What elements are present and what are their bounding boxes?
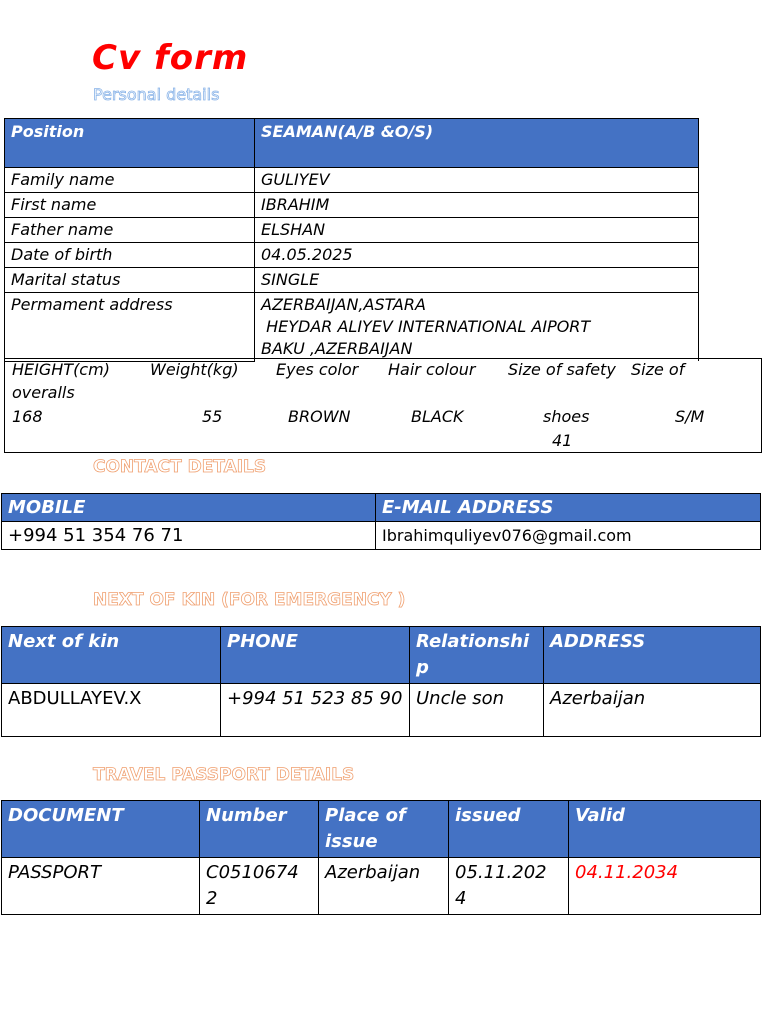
section-title-travel: TRAVEL PASSPORT DETAILS xyxy=(93,765,355,785)
field-label: Marital status xyxy=(5,268,255,293)
safety-label: Size of safety xyxy=(508,360,616,379)
address-line: HEYDAR ALIYEV INTERNATIONAL AIPORT xyxy=(261,317,591,336)
field-value: 04.05.2025 xyxy=(255,243,699,268)
position-value: SEAMAN(A/B &O/S) xyxy=(255,119,699,168)
table-row xyxy=(5,243,699,268)
field-value: ELSHAN xyxy=(255,218,699,243)
mobile-value: +994 51 354 76 71 xyxy=(2,522,376,550)
address-line: BAKU ,AZERBAIJAN xyxy=(261,339,413,358)
position-row xyxy=(5,119,699,168)
address-line: AZERBAIJAN,ASTARA xyxy=(261,295,426,314)
table-header-row xyxy=(2,627,761,684)
size-of-label: Size of xyxy=(631,360,685,379)
kin-phone: +994 51 523 85 90 xyxy=(221,684,410,737)
issued-header: issued xyxy=(449,801,569,858)
place-of-issue-header: Place of issue xyxy=(319,801,449,858)
contact-details-table xyxy=(1,493,761,550)
next-of-kin-table xyxy=(1,626,761,737)
table-row xyxy=(5,168,699,193)
weight-label: Weight(kg) xyxy=(150,360,239,379)
field-label: First name xyxy=(5,193,255,218)
table-row xyxy=(5,218,699,243)
eyes-value: BROWN xyxy=(288,407,351,426)
height-value: 168 xyxy=(12,407,43,426)
issued-value: 05.11.202 4 xyxy=(449,858,569,915)
address-row xyxy=(5,293,699,362)
field-label: Date of birth xyxy=(5,243,255,268)
table-header-row xyxy=(2,801,761,858)
table-row xyxy=(2,522,761,550)
personal-details-table xyxy=(4,118,699,362)
table-row xyxy=(5,193,699,218)
page-title: Cv form xyxy=(92,38,249,78)
kin-name-header: Next of kin xyxy=(2,627,221,684)
number-header: Number xyxy=(200,801,319,858)
hair-value: BLACK xyxy=(411,407,464,426)
overalls-label: overalls xyxy=(12,383,75,402)
email-value: Ibrahimquliyev076@gmail.com xyxy=(376,522,761,550)
kin-address: Azerbaijan xyxy=(544,684,761,737)
shoes-value: 41 xyxy=(552,431,573,450)
kin-phone-header: PHONE xyxy=(221,627,410,684)
kin-relationship: Uncle son xyxy=(410,684,544,737)
hair-label: Hair colour xyxy=(388,360,476,379)
email-header: E-MAIL ADDRESS xyxy=(376,494,761,522)
document-header: DOCUMENT xyxy=(2,801,200,858)
document-value: PASSPORT xyxy=(2,858,200,915)
eyes-label: Eyes color xyxy=(276,360,359,379)
valid-value: 04.11.2034 xyxy=(569,858,761,915)
field-value: GULIYEV xyxy=(255,168,699,193)
table-row xyxy=(2,684,761,737)
table-row xyxy=(5,268,699,293)
field-value: SINGLE xyxy=(255,268,699,293)
kin-address-header: ADDRESS xyxy=(544,627,761,684)
valid-header: Valid xyxy=(569,801,761,858)
measurements-box xyxy=(4,358,762,453)
section-title-kin: NEXT OF KIN (FOR EMERGENCY ) xyxy=(93,590,406,610)
overalls-value: S/M xyxy=(675,407,705,426)
address-value xyxy=(255,293,699,362)
number-value: C0510674 2 xyxy=(200,858,319,915)
kin-name: ABDULLAYEV.X xyxy=(2,684,221,737)
field-label: Father name xyxy=(5,218,255,243)
kin-relationship-header: Relationshi p xyxy=(410,627,544,684)
section-title-contact: CONTACT DETAILS xyxy=(93,457,267,477)
mobile-header: MOBILE xyxy=(2,494,376,522)
table-header-row xyxy=(2,494,761,522)
shoes-label: shoes xyxy=(543,407,590,426)
place-of-issue-value: Azerbaijan xyxy=(319,858,449,915)
weight-value: 55 xyxy=(202,407,223,426)
field-label: Family name xyxy=(5,168,255,193)
table-row xyxy=(2,858,761,915)
height-label: HEIGHT(cm) xyxy=(12,360,110,379)
position-label: Position xyxy=(5,119,255,168)
travel-passport-table xyxy=(1,800,761,915)
address-label: Permament address xyxy=(5,293,255,362)
section-title-personal: Personal details xyxy=(93,85,220,104)
field-value: IBRAHIM xyxy=(255,193,699,218)
